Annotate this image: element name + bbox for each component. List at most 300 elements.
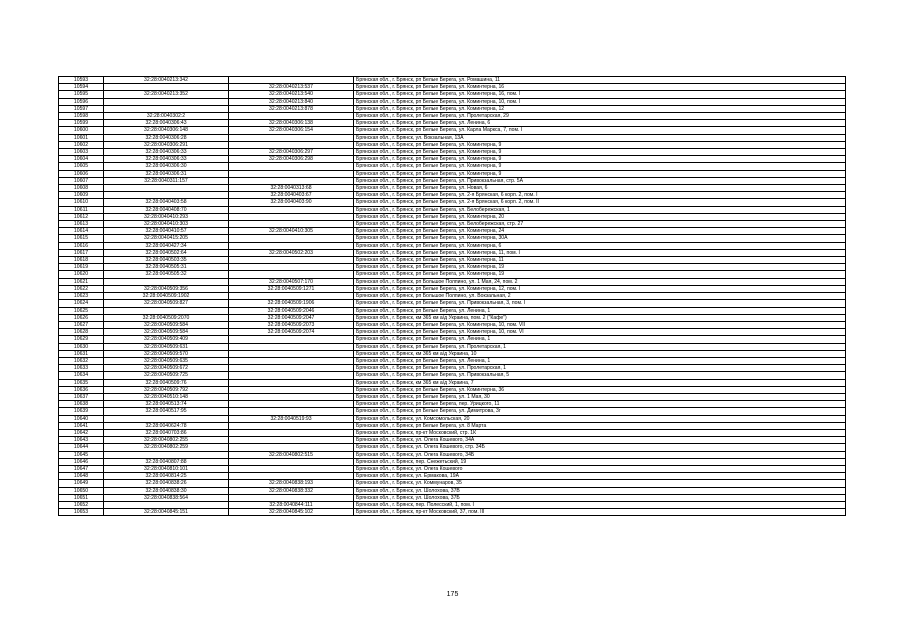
row-number-cell: 10638 <box>59 401 104 408</box>
row-number-cell: 10628 <box>59 329 104 336</box>
land-cadastral-number-cell: 32:28:0040306:148 <box>104 127 229 134</box>
land-cadastral-number-cell: 32:28:0040410:293 <box>104 213 229 220</box>
table-row <box>59 343 846 350</box>
table-row <box>59 437 846 444</box>
land-cadastral-number-cell: 32:28:0040306:30 <box>104 163 229 170</box>
table-row <box>59 422 846 429</box>
address-cell: Брянская обл., г. Брянск, рп Большое Полпино, ул. Вокзальная, 2 <box>354 293 846 300</box>
row-number-cell: 10609 <box>59 192 104 199</box>
row-number-cell: 10611 <box>59 206 104 213</box>
land-cadastral-number-cell: 32:28:0040410:57 <box>104 228 229 235</box>
address-cell: Брянская обл., г. Брянск, км 365 км а/д Украина, 10 <box>354 350 846 357</box>
land-cadastral-number-cell: 32:28:0040306:31 <box>104 170 229 177</box>
table-row <box>59 77 846 84</box>
row-number-cell: 10598 <box>59 113 104 120</box>
address-cell: Брянская обл., г. Брянск, пер. Снежетьский, 19 <box>354 458 846 465</box>
address-cell: Брянская обл., г. Брянск, рп Белые Берега, ул. Коминтерна, 36 <box>354 386 846 393</box>
row-number-cell: 10597 <box>59 105 104 112</box>
row-number-cell: 10606 <box>59 170 104 177</box>
building-cadastral-number-cell <box>229 293 354 300</box>
row-number-cell: 10619 <box>59 264 104 271</box>
address-cell: Брянская обл., г. Брянск, рп Белые Берега, ул. Коминтерна, 19 <box>354 264 846 271</box>
address-cell: Брянская обл., г. Брянск, рп Белые Берега, ул. Коминтерна, 12, пом. I <box>354 285 846 292</box>
land-cadastral-number-cell: 32:28:0040509:631 <box>104 343 229 350</box>
land-cadastral-number-cell: 32:28:0040509:584 <box>104 321 229 328</box>
row-number-cell: 10632 <box>59 357 104 364</box>
land-cadastral-number-cell <box>104 98 229 105</box>
row-number-cell: 10643 <box>59 437 104 444</box>
address-cell: Брянская обл., г. Брянск, рп Белые Берега, ул. Коминтерна, 11, пом. I <box>354 249 846 256</box>
address-cell: Брянская обл., г. Брянск, рп Белые Берега, ул. Ленина, 1 <box>354 357 846 364</box>
table-row <box>59 163 846 170</box>
address-cell: Брянская обл., г. Брянск, пр-кт Московский, 37, пом. III <box>354 509 846 516</box>
building-cadastral-number-cell <box>229 163 354 170</box>
land-cadastral-number-cell: 32:28:0040213:342 <box>104 77 229 84</box>
land-cadastral-number-cell: 32:28:0040509:2070 <box>104 314 229 321</box>
building-cadastral-number-cell <box>229 444 354 451</box>
row-number-cell: 10604 <box>59 156 104 163</box>
table-body <box>59 77 846 516</box>
row-number-cell: 10622 <box>59 285 104 292</box>
row-number-cell: 10612 <box>59 213 104 220</box>
address-cell: Брянская обл., г. Брянск, ул. Олега Кошевого, 34Б <box>354 451 846 458</box>
land-cadastral-number-cell: 32:28:0040509:827 <box>104 300 229 307</box>
row-number-cell: 10631 <box>59 350 104 357</box>
building-cadastral-number-cell <box>229 465 354 472</box>
row-number-cell: 10646 <box>59 458 104 465</box>
address-cell: Брянская обл., г. Брянск, рп Белые Берега, ул. Коминтерна, 24 <box>354 228 846 235</box>
address-cell: Брянская обл., г. Брянск, ул. Олега Кошевого, 34А <box>354 437 846 444</box>
address-cell: Брянская обл., г. Брянск, рп Белые Берега, ул. Привокзальная, стр. 5А <box>354 177 846 184</box>
table-row <box>59 192 846 199</box>
address-cell: Брянская обл., г. Брянск, рп Белые Берега, ул. Белобережская, 1 <box>354 206 846 213</box>
table-row <box>59 91 846 98</box>
address-cell: Брянская обл., г. Брянск, рп Белые Берега, ул. Коминтерна, 10, пом. I <box>354 98 846 105</box>
table-row <box>59 473 846 480</box>
land-cadastral-number-cell: 32:28:0040807:88 <box>104 458 229 465</box>
building-cadastral-number-cell: 32:28:0040509:1906 <box>229 300 354 307</box>
table-row <box>59 372 846 379</box>
table-row <box>59 408 846 415</box>
building-cadastral-number-cell: 32:28:0040306:298 <box>229 156 354 163</box>
land-cadastral-number-cell: 32:28:0040814:25 <box>104 473 229 480</box>
row-number-cell: 10650 <box>59 487 104 494</box>
building-cadastral-number-cell <box>229 437 354 444</box>
table-row <box>59 321 846 328</box>
row-number-cell: 10601 <box>59 134 104 141</box>
address-cell: Брянская обл., г. Брянск, рп Белые Берега, ул. Привокзальная, 3, пом. I <box>354 300 846 307</box>
building-cadastral-number-cell: 32:28:0040519:93 <box>229 415 354 422</box>
row-number-cell: 10617 <box>59 249 104 256</box>
table-row <box>59 329 846 336</box>
address-cell: Брянская обл., г. Брянск, рп Белые Берега, ул. Коминтерна, 30А <box>354 235 846 242</box>
building-cadastral-number-cell: 32:28:0040306:138 <box>229 120 354 127</box>
row-number-cell: 10627 <box>59 321 104 328</box>
land-cadastral-number-cell: 32:28:0040306:43 <box>104 120 229 127</box>
address-cell: Брянская обл., г. Брянск, рп Белые Берега, ул. Ленина, 1 <box>354 336 846 343</box>
building-cadastral-number-cell: 32:28:0040838:193 <box>229 480 354 487</box>
land-cadastral-number-cell: 32:28:0040403:58 <box>104 199 229 206</box>
row-number-cell: 10640 <box>59 415 104 422</box>
address-cell: Брянская обл., г. Брянск, рп Белые Берега, ул. 1 Мая, 30 <box>354 393 846 400</box>
table-row <box>59 242 846 249</box>
address-cell: Брянская обл., г. Брянск, ул. Ермакова, 19А <box>354 473 846 480</box>
land-cadastral-number-cell: 32:28:0040408:70 <box>104 206 229 213</box>
address-cell: Брянская обл., г. Брянск, рп Большое Полпино, ул. 1 Мая, 24, пом. 2 <box>354 278 846 285</box>
building-cadastral-number-cell <box>229 271 354 278</box>
table-row <box>59 509 846 516</box>
row-number-cell: 10610 <box>59 199 104 206</box>
table-row <box>59 84 846 91</box>
address-cell: Брянская обл., г. Брянск, рп Белые Берега, ул. Пролетарская, 1 <box>354 365 846 372</box>
table-row <box>59 429 846 436</box>
address-cell: Брянская обл., г. Брянск, рп Белые Берега, ул. Коминтерна, 9 <box>354 170 846 177</box>
land-cadastral-number-cell: 32:28:0040311:157 <box>104 177 229 184</box>
building-cadastral-number-cell: 32:28:0040403:90 <box>229 199 354 206</box>
address-cell: Брянская обл., г. Брянск, рп Белые Берега, ул. Коминтерна, 9 <box>354 149 846 156</box>
row-number-cell: 10626 <box>59 314 104 321</box>
land-cadastral-number-cell: 32:28:0040838:30 <box>104 487 229 494</box>
row-number-cell: 10625 <box>59 307 104 314</box>
address-cell: Брянская обл., г. Брянск, ул. Шолохова, 37В <box>354 487 846 494</box>
table-row <box>59 271 846 278</box>
land-cadastral-number-cell <box>104 105 229 112</box>
row-number-cell: 10613 <box>59 221 104 228</box>
building-cadastral-number-cell <box>229 350 354 357</box>
table-row <box>59 487 846 494</box>
address-cell: Брянская обл., г. Брянск, рп Белые Берега, ул. Коминтерна, 16, пом. I <box>354 91 846 98</box>
row-number-cell: 10593 <box>59 77 104 84</box>
building-cadastral-number-cell: 32:28:0040502:203 <box>229 249 354 256</box>
table-row <box>59 444 846 451</box>
table-row <box>59 501 846 508</box>
address-cell: Брянская обл., г. Брянск, рп Белые Берега, ул. Коминтерна, 9 <box>354 163 846 170</box>
table-row <box>59 386 846 393</box>
address-cell: Брянская обл., г. Брянск, рп Белые Берега, ул. Новая, 6 <box>354 185 846 192</box>
address-cell: Брянская обл., г. Брянск, рп Белые Берега, пер. Урицкого, 11 <box>354 401 846 408</box>
table-row <box>59 458 846 465</box>
table-row <box>59 213 846 220</box>
table-row <box>59 415 846 422</box>
building-cadastral-number-cell: 32:28:0040844:111 <box>229 501 354 508</box>
address-cell: Брянская обл., г. Брянск, пер. Полесский, 1, пом. I <box>354 501 846 508</box>
row-number-cell: 10635 <box>59 379 104 386</box>
row-number-cell: 10599 <box>59 120 104 127</box>
land-cadastral-number-cell: 32:28:0040509:635 <box>104 357 229 364</box>
address-cell: Брянская обл., г. Брянск, рп Белые Берега, ул. Коминтерна, 12 <box>354 105 846 112</box>
building-cadastral-number-cell: 32:28:0040509:1271 <box>229 285 354 292</box>
page-number: 175 <box>446 591 459 598</box>
land-cadastral-number-cell: 32:28:0040509:76 <box>104 379 229 386</box>
address-cell: Брянская обл., г. Брянск, рп Белые Берега, ул. Привокзальная, 5 <box>354 372 846 379</box>
building-cadastral-number-cell: 32:28:0040213:840 <box>229 98 354 105</box>
building-cadastral-number-cell <box>229 473 354 480</box>
land-cadastral-number-cell: 32:28:0040505:31 <box>104 264 229 271</box>
land-cadastral-number-cell <box>104 84 229 91</box>
building-cadastral-number-cell: 32:28:0040507:170 <box>229 278 354 285</box>
table-row <box>59 465 846 472</box>
address-cell: Брянская обл., г. Брянск, рп Белые Берега, ул. Коминтерна, 9 <box>354 156 846 163</box>
land-cadastral-number-cell <box>104 501 229 508</box>
building-cadastral-number-cell <box>229 141 354 148</box>
row-number-cell: 10651 <box>59 494 104 501</box>
address-cell: Брянская обл., г. Брянск, рп Белые Берега, ул. Пролетарская, 1 <box>354 343 846 350</box>
address-cell: Брянская обл., г. Брянск, рп Белые Берега, ул. Коминтерна, 10, пом. VI <box>354 329 846 336</box>
building-cadastral-number-cell <box>229 170 354 177</box>
address-cell: Брянская обл., г. Брянск, рп Белые Берега, ул. Коминтерна, 11 <box>354 257 846 264</box>
land-cadastral-number-cell: 32:28:0040509:356 <box>104 285 229 292</box>
land-cadastral-number-cell: 32:28:0040306:28 <box>104 134 229 141</box>
table-row <box>59 149 846 156</box>
table-row <box>59 206 846 213</box>
table-row <box>59 451 846 458</box>
row-number-cell: 10642 <box>59 429 104 436</box>
address-cell: Брянская обл., г. Брянск, ул. Шолохова, 37Б <box>354 494 846 501</box>
address-cell: Брянская обл., г. Брянск, рп Белые Берега, ул. Ленина, 6 <box>354 120 846 127</box>
table-row <box>59 365 846 372</box>
table-row <box>59 336 846 343</box>
table-row <box>59 235 846 242</box>
building-cadastral-number-cell: 32:28:0040213:540 <box>229 91 354 98</box>
table-row <box>59 120 846 127</box>
row-number-cell: 10614 <box>59 228 104 235</box>
building-cadastral-number-cell <box>229 213 354 220</box>
table-row <box>59 177 846 184</box>
building-cadastral-number-cell: 32:28:0040509:2046 <box>229 307 354 314</box>
land-cadastral-number-cell: 32:28:0040509:584 <box>104 329 229 336</box>
building-cadastral-number-cell <box>229 134 354 141</box>
row-number-cell: 10595 <box>59 91 104 98</box>
row-number-cell: 10644 <box>59 444 104 451</box>
land-cadastral-number-cell: 32:28:0040513:74 <box>104 401 229 408</box>
table-row <box>59 199 846 206</box>
land-cadastral-number-cell: 32:28:0040810:101 <box>104 465 229 472</box>
building-cadastral-number-cell: 32:28:0040306:154 <box>229 127 354 134</box>
row-number-cell: 10633 <box>59 365 104 372</box>
address-cell: Брянская обл., г. Брянск, рп Белые Берега, ул. Карла Маркса, 7, пом. I <box>354 127 846 134</box>
building-cadastral-number-cell <box>229 458 354 465</box>
land-cadastral-number-cell: 32:28:0040509:672 <box>104 365 229 372</box>
building-cadastral-number-cell: 32:28:0040838:332 <box>229 487 354 494</box>
table-row <box>59 134 846 141</box>
land-cadastral-number-cell: 32:28:0040415:205 <box>104 235 229 242</box>
land-cadastral-number-cell: 32:28:0040509:570 <box>104 350 229 357</box>
address-cell: Брянская обл., г. Брянск, рп Белые Берега, ул. Белобережская, стр. 27 <box>354 221 846 228</box>
row-number-cell: 10639 <box>59 408 104 415</box>
row-number-cell: 10621 <box>59 278 104 285</box>
table-row <box>59 494 846 501</box>
land-cadastral-number-cell: 32:28:0040306:33 <box>104 156 229 163</box>
row-number-cell: 10636 <box>59 386 104 393</box>
address-cell: Брянская обл., г. Брянск, рп Белые Берега, ул. Коминтерна, 6 <box>354 242 846 249</box>
row-number-cell: 10618 <box>59 257 104 264</box>
table-row <box>59 379 846 386</box>
table-row <box>59 98 846 105</box>
row-number-cell: 10647 <box>59 465 104 472</box>
building-cadastral-number-cell: 32:28:0040509:2073 <box>229 321 354 328</box>
row-number-cell: 10624 <box>59 300 104 307</box>
address-cell: Брянская обл., г. Брянск, рп Белые Берега, ул. Ленина, 1 <box>354 307 846 314</box>
table-row <box>59 113 846 120</box>
building-cadastral-number-cell <box>229 379 354 386</box>
address-cell: Брянская обл., г. Брянск, пр-кт Московский, стр. 1К <box>354 429 846 436</box>
address-cell: Брянская обл., г. Брянск, ул. Комсомольская, 20 <box>354 415 846 422</box>
table-row <box>59 105 846 112</box>
table-row <box>59 357 846 364</box>
address-cell: Брянская обл., г. Брянск, км 365 км а/д Украина, 7 <box>354 379 846 386</box>
row-number-cell: 10620 <box>59 271 104 278</box>
building-cadastral-number-cell <box>229 386 354 393</box>
address-cell: Брянская обл., г. Брянск, рп Белые Берега, ул. Коминтерна, 9 <box>354 141 846 148</box>
row-number-cell: 10629 <box>59 336 104 343</box>
land-cadastral-number-cell: 32:28:0040624:78 <box>104 422 229 429</box>
row-number-cell: 10645 <box>59 451 104 458</box>
row-number-cell: 10641 <box>59 422 104 429</box>
address-cell: Брянская обл., г. Брянск, рп Белые Берега, ул. 8 Марта <box>354 422 846 429</box>
table-row <box>59 350 846 357</box>
land-cadastral-number-cell: 32:28:0040509:792 <box>104 386 229 393</box>
building-cadastral-number-cell <box>229 401 354 408</box>
building-cadastral-number-cell <box>229 408 354 415</box>
table-row <box>59 293 846 300</box>
building-cadastral-number-cell: 32:28:0040509:2074 <box>229 329 354 336</box>
row-number-cell: 10605 <box>59 163 104 170</box>
building-cadastral-number-cell <box>229 343 354 350</box>
building-cadastral-number-cell <box>229 372 354 379</box>
building-cadastral-number-cell: 32:28:0040410:305 <box>229 228 354 235</box>
row-number-cell: 10602 <box>59 141 104 148</box>
land-cadastral-number-cell: 32:28:0040509:725 <box>104 372 229 379</box>
table-row <box>59 307 846 314</box>
building-cadastral-number-cell <box>229 336 354 343</box>
building-cadastral-number-cell <box>229 206 354 213</box>
land-cadastral-number-cell: 32:28:0040410:303 <box>104 221 229 228</box>
row-number-cell: 10607 <box>59 177 104 184</box>
land-cadastral-number-cell: 32:28:0040802:259 <box>104 444 229 451</box>
land-cadastral-number-cell: 32:28:0040802:255 <box>104 437 229 444</box>
building-cadastral-number-cell: 32:28:0040313:68 <box>229 185 354 192</box>
building-cadastral-number-cell: 32:28:0040403:67 <box>229 192 354 199</box>
row-number-cell: 10652 <box>59 501 104 508</box>
address-cell: Брянская обл., г. Брянск, рп Белые Берега, ул. Ромашина, 11 <box>354 77 846 84</box>
building-cadastral-number-cell: 32:28:0040802:515 <box>229 451 354 458</box>
address-cell: Брянская обл., г. Брянск, рп Белые Берега, ул. Пролетарская, 29 <box>354 113 846 120</box>
building-cadastral-number-cell <box>229 257 354 264</box>
building-cadastral-number-cell: 32:28:0040213:878 <box>229 105 354 112</box>
row-number-cell: 10608 <box>59 185 104 192</box>
building-cadastral-number-cell: 32:28:0040509:2047 <box>229 314 354 321</box>
building-cadastral-number-cell: 32:28:0040213:537 <box>229 84 354 91</box>
table-row <box>59 257 846 264</box>
building-cadastral-number-cell <box>229 242 354 249</box>
land-cadastral-number-cell: 32:28:0040306:291 <box>104 141 229 148</box>
row-number-cell: 10600 <box>59 127 104 134</box>
table-row <box>59 141 846 148</box>
address-cell: Брянская обл., г. Брянск, ул. Олега Кошевого <box>354 465 846 472</box>
land-cadastral-number-cell <box>104 185 229 192</box>
row-number-cell: 10630 <box>59 343 104 350</box>
land-cadastral-number-cell: 32:28:0040213:352 <box>104 91 229 98</box>
address-cell: Брянская обл., г. Брянск, ул. Коммунаров, 35 <box>354 480 846 487</box>
building-cadastral-number-cell <box>229 77 354 84</box>
table-row <box>59 285 846 292</box>
row-number-cell: 10653 <box>59 509 104 516</box>
table-row <box>59 314 846 321</box>
table-row <box>59 170 846 177</box>
building-cadastral-number-cell <box>229 113 354 120</box>
table-row <box>59 393 846 400</box>
building-cadastral-number-cell <box>229 221 354 228</box>
land-cadastral-number-cell <box>104 278 229 285</box>
land-cadastral-number-cell <box>104 415 229 422</box>
building-cadastral-number-cell <box>229 429 354 436</box>
address-cell: Брянская обл., г. Брянск, км 365 км а/д Украина, пом. 2 ("Кафе") <box>354 314 846 321</box>
address-cell: Брянская обл., г. Брянск, рп Белые Берега, ул. Коминтерна, 10, пом. VII <box>354 321 846 328</box>
address-cell: Брянская обл., г. Брянск, рп Белые Берега, ул. Димитрова, 3г <box>354 408 846 415</box>
row-number-cell: 10594 <box>59 84 104 91</box>
row-number-cell: 10649 <box>59 480 104 487</box>
table-row <box>59 401 846 408</box>
row-number-cell: 10648 <box>59 473 104 480</box>
table-row <box>59 480 846 487</box>
building-cadastral-number-cell <box>229 235 354 242</box>
land-cadastral-number-cell: 32:28:0040427:34 <box>104 242 229 249</box>
land-cadastral-number-cell: 32:28:0040503:35 <box>104 257 229 264</box>
building-cadastral-number-cell <box>229 422 354 429</box>
land-cadastral-number-cell: 32:28:0040502:64 <box>104 249 229 256</box>
land-cadastral-number-cell: 32:28:0040510:148 <box>104 393 229 400</box>
building-cadastral-number-cell <box>229 177 354 184</box>
address-cell: Брянская обл., г. Брянск, рп Белые Берега, ул. 2-я Брянская, 6 корп. 2, пом. II <box>354 199 846 206</box>
table-row <box>59 278 846 285</box>
land-cadastral-number-cell: 32:28:0040509:409 <box>104 336 229 343</box>
table-row <box>59 221 846 228</box>
land-cadastral-number-cell: 32:28:0040838:564 <box>104 494 229 501</box>
row-number-cell: 10637 <box>59 393 104 400</box>
land-cadastral-number-cell: 32:28:0040505:32 <box>104 271 229 278</box>
land-cadastral-number-cell: 32:28:0040302:2 <box>104 113 229 120</box>
table-row <box>59 127 846 134</box>
address-cell: Брянская обл., г. Брянск, рп Белые Берега, ул. Коминтерна, 16 <box>354 84 846 91</box>
table-row <box>59 249 846 256</box>
land-cadastral-number-cell: 32:28:0040517:95 <box>104 408 229 415</box>
table-row <box>59 156 846 163</box>
land-cadastral-number-cell <box>104 192 229 199</box>
row-number-cell: 10596 <box>59 98 104 105</box>
land-cadastral-number-cell: 32:28:0040703:86 <box>104 429 229 436</box>
row-number-cell: 10634 <box>59 372 104 379</box>
address-cell: Брянская обл., г. Брянск, рп Белые Берега, ул. 2-я Брянская, 6 корп. 2, пом. I <box>354 192 846 199</box>
building-cadastral-number-cell: 32:28:0040306:297 <box>229 149 354 156</box>
row-number-cell: 10623 <box>59 293 104 300</box>
table-row <box>59 300 846 307</box>
address-cell: Брянская обл., г. Брянск, рп Белые Берега, ул. Коминтерна, 20 <box>354 213 846 220</box>
table-row <box>59 264 846 271</box>
building-cadastral-number-cell <box>229 357 354 364</box>
building-cadastral-number-cell: 32:28:0040845:102 <box>229 509 354 516</box>
land-cadastral-number-cell: 32:28:0040845:151 <box>104 509 229 516</box>
row-number-cell: 10616 <box>59 242 104 249</box>
table-row <box>59 185 846 192</box>
building-cadastral-number-cell <box>229 494 354 501</box>
building-cadastral-number-cell <box>229 264 354 271</box>
table-row <box>59 228 846 235</box>
row-number-cell: 10603 <box>59 149 104 156</box>
land-cadastral-number-cell <box>104 451 229 458</box>
land-cadastral-number-cell: 32:28:0040838:26 <box>104 480 229 487</box>
building-cadastral-number-cell <box>229 365 354 372</box>
property-register-table <box>58 76 846 516</box>
